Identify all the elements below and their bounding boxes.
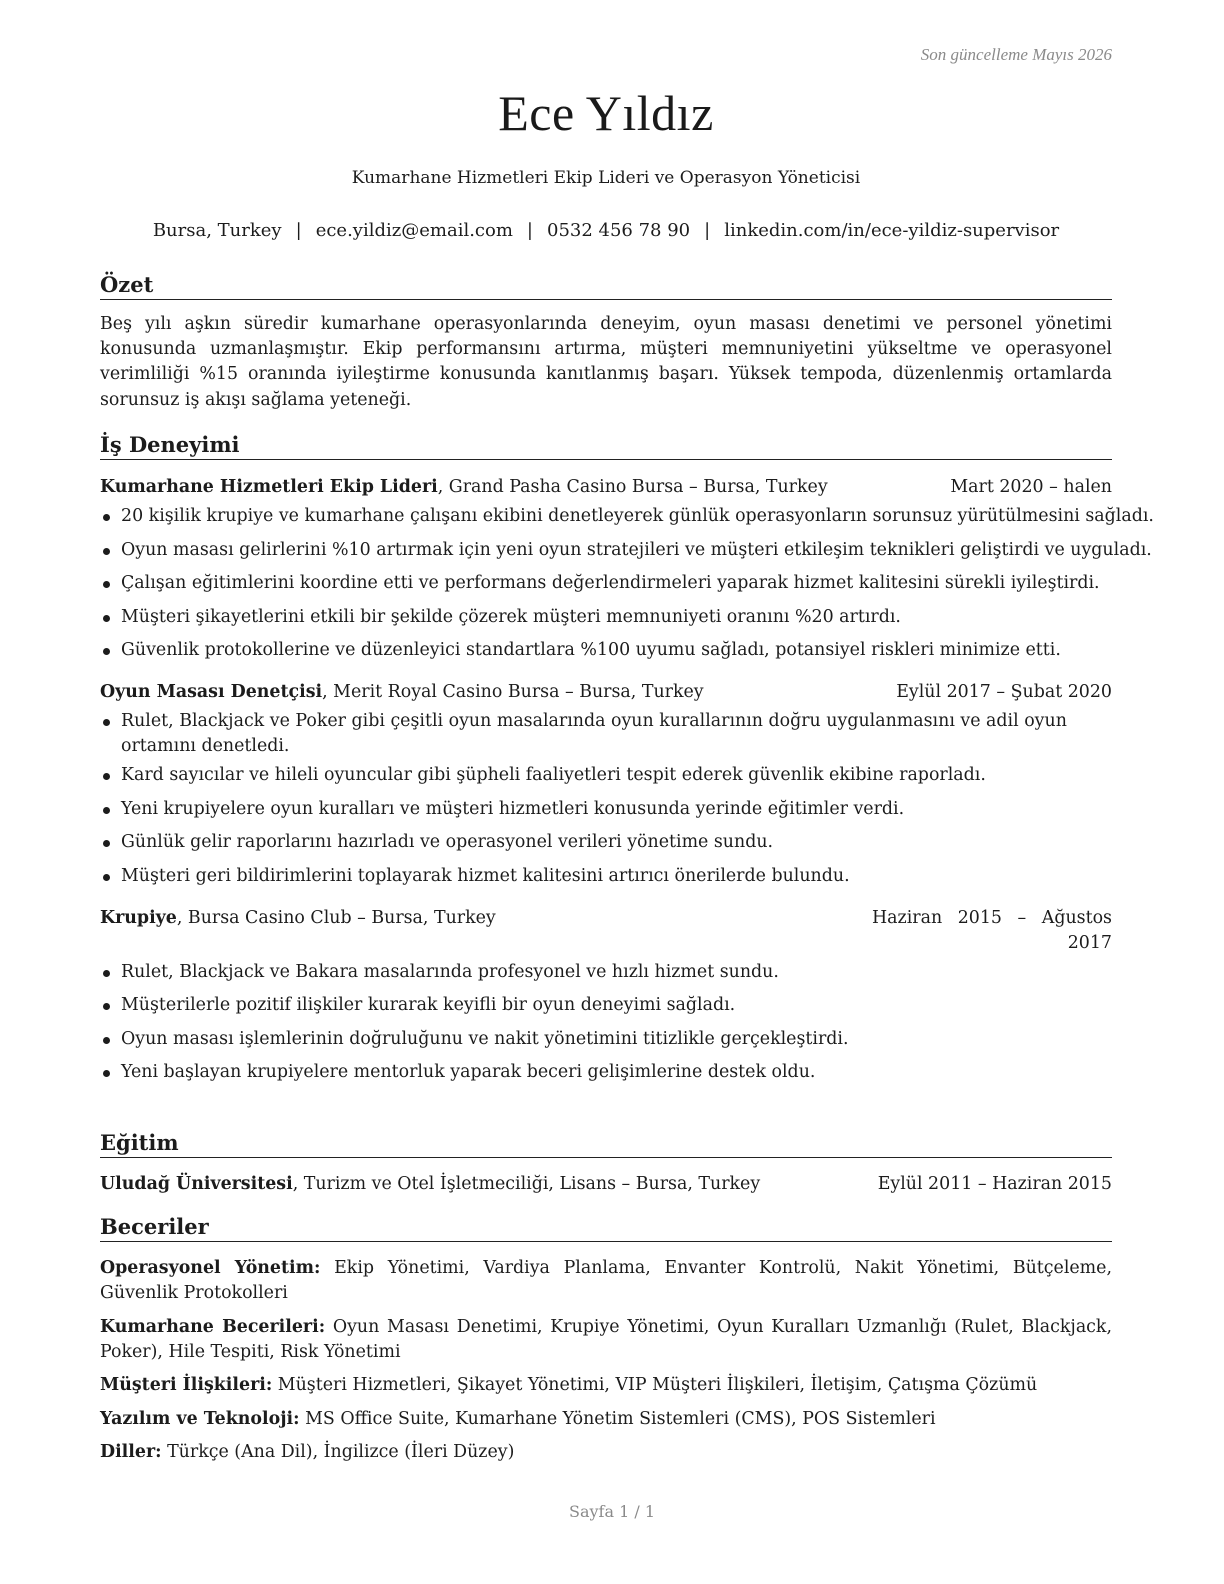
skill-label: Operasyonel Yönetim: xyxy=(100,1258,321,1278)
candidate-name: Ece Yıldız xyxy=(498,85,714,141)
experience-heading: İş Deneyimi xyxy=(100,432,1112,460)
job-entry xyxy=(100,906,1112,1086)
summary-heading: Özet xyxy=(100,272,1112,300)
job-role: Oyun Masası Denetçisi xyxy=(100,682,323,702)
job-dates: Eylül 2017 – Şubat 2020 xyxy=(896,682,1112,702)
bullet-item: Yeni krupiyelere oyun kuralları ve müşteri hizmetleri konusunda yerinde eğitimler verdi. xyxy=(100,797,1112,822)
skill-value: Ekip Yönetimi, Vardiya Planlama, Envanter Kontrolü, Nakit Yönetimi, Bütçeleme, Güvenlik Protokolleri xyxy=(100,1258,1112,1303)
contact-separator: | xyxy=(295,220,302,241)
job-bullets xyxy=(100,709,1112,889)
education-entry xyxy=(100,1172,1112,1197)
bullet-item: Çalışan eğitimlerini koordine etti ve performans değerlendirmeleri yaparak hizmet kalitesini sürekli iyileştirdi. xyxy=(100,571,1112,596)
job-header xyxy=(100,475,1112,500)
job-dates: Mart 2020 – halen xyxy=(950,477,1112,497)
experience-section xyxy=(100,432,1154,1094)
summary-text: Beş yılı aşkın süredir kumarhane operasyonlarında deneyim, oyun masası denetimi ve personel yönetimi konusunda uzmanlaşmıştır. Ekip performansını artırma, müşteri memnuniyetini yükseltme ve operasyonel verimliliği %15 oranında iyileştirme konusunda kanıtlanmış başarı. Yüksek tempoda, düzenlenmiş ortamlarda sorunsuz iş akışı sağlama yeteneği. xyxy=(100,314,1112,410)
job-bullets xyxy=(100,960,1112,1086)
job-entry xyxy=(100,680,1112,889)
candidate-title: Kumarhane Hizmetleri Ekip Lideri ve Operasyon Yöneticisi xyxy=(351,168,861,188)
skill-label: Kumarhane Becerileri: xyxy=(100,1316,326,1337)
bullet-item: Müşteri şikayetlerini etkili bir şekilde çözerek müşteri memnuniyeti oranını %20 artırdı. xyxy=(100,605,1112,630)
skill-value: Türkçe (Ana Dil), İngilizce (İleri Düzey) xyxy=(161,1442,515,1462)
education-section xyxy=(100,1130,1112,1197)
skill-row xyxy=(100,1373,1112,1398)
contact-linkedin[interactable]: linkedin.com/in/ece-yildiz-supervisor xyxy=(724,220,1060,241)
bullet-item: Müşterilerle pozitif ilişkiler kurarak keyifli bir oyun deneyimi sağladı. xyxy=(100,993,1112,1018)
skill-row xyxy=(100,1407,1112,1432)
bullet-item: 20 kişilik krupiye ve kumarhane çalışanı ekibini denetleyerek günlük operasyonların sorunsuz yürütülmesini sağladı. xyxy=(100,504,1112,529)
contact-separator: | xyxy=(526,220,533,241)
job-header xyxy=(100,906,1112,956)
education-dates: Eylül 2011 – Haziran 2015 xyxy=(877,1174,1112,1194)
job-header xyxy=(100,680,1112,705)
job-org: , Merit Royal Casino Bursa – Bursa, Turkey xyxy=(322,682,704,702)
contact-location: Bursa, Turkey xyxy=(152,220,282,241)
summary-section xyxy=(100,272,1112,413)
skill-value: MS Office Suite, Kumarhane Yönetim Sistemleri (CMS), POS Sistemleri xyxy=(299,1408,936,1429)
contact-line xyxy=(100,220,1112,241)
contact-separator: | xyxy=(704,220,711,241)
education-school: Uludağ Üniversitesi xyxy=(100,1174,293,1194)
contact-email[interactable]: ece.yildiz@email.com xyxy=(315,220,513,241)
skill-value: Oyun Masası Denetimi, Krupiye Yönetimi, Oyun Kuralları Uzmanlığı (Rulet, Blackjack, Poker), Hile Tespiti, Risk Yönetimi xyxy=(100,1316,1112,1362)
skill-value: Müşteri Hizmetleri, Şikayet Yönetimi, VIP Müşteri İlişkileri, İletişim, Çatışma Çözümü xyxy=(272,1375,1038,1395)
bullet-item: Yeni başlayan krupiyelere mentorluk yaparak beceri gelişimlerine destek oldu. xyxy=(100,1060,1112,1085)
bullet-item: Oyun masası gelirlerini %10 artırmak için yeni oyun stratejileri ve müşteri etkileşim teknikleri geliştirdi ve uyguladı. xyxy=(100,538,1112,563)
job-bullets xyxy=(100,504,1154,663)
skills-section xyxy=(100,1214,1112,1474)
bullet-item: Oyun masası işlemlerinin doğruluğunu ve nakit yönetimini titizlikle gerçekleştirdi. xyxy=(100,1027,1112,1052)
job-org: , Bursa Casino Club – Bursa, Turkey xyxy=(176,907,496,928)
skill-row xyxy=(100,1440,1112,1465)
job-entry xyxy=(100,475,1154,663)
education-heading: Eğitim xyxy=(100,1130,1112,1158)
bullet-item: Müşteri geri bildirimlerini toplayarak hizmet kalitesini artırıcı önerilerde bulundu. xyxy=(100,864,1112,889)
skill-label: Yazılım ve Teknoloji: xyxy=(100,1408,300,1429)
bullet-item: Rulet, Blackjack ve Bakara masalarında profesyonel ve hızlı hizmet sundu. xyxy=(100,960,1112,985)
skill-row xyxy=(100,1256,1112,1306)
skills-heading: Beceriler xyxy=(100,1214,1112,1242)
page-footer: Sayfa 1 / 1 xyxy=(568,1502,655,1521)
last-updated: Son güncelleme Mayıs 2026 xyxy=(920,45,1112,64)
skill-label: Diller: xyxy=(100,1442,162,1462)
job-role: Kumarhane Hizmetleri Ekip Lideri xyxy=(100,477,438,497)
job-org: , Grand Pasha Casino Bursa – Bursa, Turkey xyxy=(437,477,828,497)
skill-row xyxy=(100,1315,1112,1365)
job-dates: Haziran 2015 – Ağustos 2017 xyxy=(872,907,1112,953)
bullet-item: Kard sayıcılar ve hileli oyuncular gibi şüpheli faaliyetleri tespit ederek güvenlik ekibine raporladı. xyxy=(100,763,1112,788)
bullet-item: Güvenlik protokollerine ve düzenleyici standartlara %100 uyumu sağladı, potansiyel riskleri minimize etti. xyxy=(100,638,1112,663)
skill-label: Müşteri İlişkileri: xyxy=(100,1375,273,1395)
bullet-item: Günlük gelir raporlarını hazırladı ve operasyonel verileri yönetime sundu. xyxy=(100,830,1112,855)
job-role: Krupiye xyxy=(100,907,177,928)
bullet-item: Rulet, Blackjack ve Poker gibi çeşitli oyun masalarında oyun kurallarının doğru uygulanmasını ve adil oyun ortamını denetledi. xyxy=(100,709,1112,759)
education-detail: , Turizm ve Otel İşletmeciliği, Lisans – Bursa, Turkey xyxy=(292,1174,761,1194)
contact-phone: 0532 456 78 90 xyxy=(547,220,691,241)
